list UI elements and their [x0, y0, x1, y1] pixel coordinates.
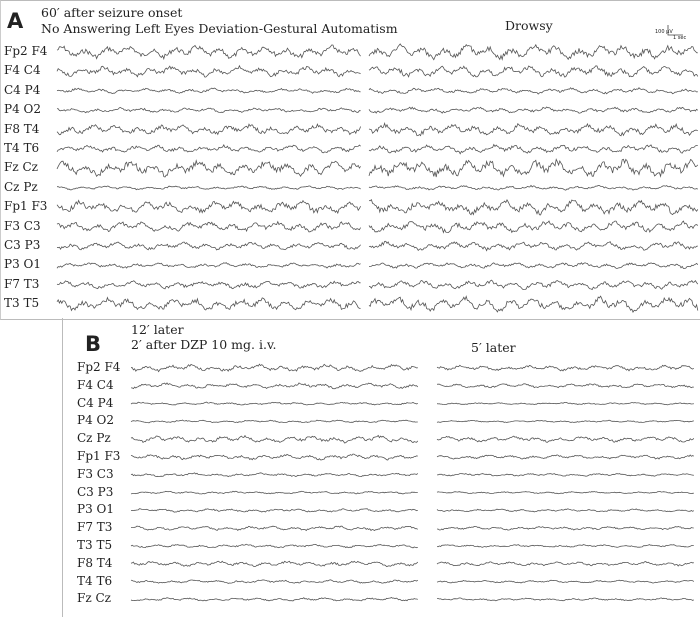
channel-label: C4 P4: [77, 395, 114, 410]
eeg-trace: [131, 435, 418, 443]
panel-b-eeg-traces: [63, 318, 700, 617]
eeg-trace: [131, 580, 418, 584]
eeg-trace: [131, 561, 418, 566]
channel-label: F7 T3: [4, 276, 40, 291]
eeg-trace: [131, 491, 418, 494]
eeg-trace: [437, 526, 694, 530]
panel-b-caption-line2: 2′ after DZP 10 mg. i.v.: [131, 337, 277, 352]
channel-label: Fp2 F4: [77, 360, 121, 374]
eeg-trace: [57, 263, 361, 269]
panel-b-letter: B: [85, 332, 102, 356]
eeg-trace: [369, 280, 698, 290]
scale-time-label: 1 sec: [673, 35, 687, 41]
eeg-trace: [57, 108, 361, 113]
eeg-trace: [131, 509, 418, 513]
scale-amplitude-label: 100 µV: [655, 29, 673, 35]
channel-label: T4 T6: [77, 573, 113, 588]
eeg-trace: [131, 454, 418, 460]
eeg-trace: [437, 420, 694, 422]
eeg-trace: [369, 66, 698, 77]
eeg-trace: [437, 509, 694, 512]
channel-label: P4 O2: [4, 102, 41, 117]
eeg-trace: [437, 436, 694, 442]
channel-label: F3 C3: [4, 218, 41, 233]
eeg-trace: [369, 159, 698, 177]
channel-label: T3 T5: [4, 296, 40, 311]
eeg-trace: [131, 526, 418, 531]
panel-a-right-caption: Drowsy: [505, 18, 553, 33]
channel-label: P3 O1: [4, 257, 41, 272]
panel-a-eeg-traces: [1, 1, 700, 319]
eeg-trace: [131, 420, 418, 423]
channel-label: F7 T3: [77, 520, 113, 535]
eeg-trace: [369, 200, 698, 215]
eeg-trace: [57, 66, 361, 77]
channel-label: C4 P4: [4, 82, 41, 97]
channel-label: F8 T4: [77, 555, 113, 570]
channel-label: Cz Pz: [77, 431, 111, 446]
eeg-trace: [437, 598, 694, 601]
eeg-trace: [57, 222, 361, 232]
panel-b-caption-line1: 12′ later: [131, 322, 184, 337]
eeg-trace: [131, 402, 418, 405]
eeg-trace: [369, 107, 698, 113]
eeg-trace: [131, 383, 418, 389]
eeg-trace: [369, 221, 698, 233]
channel-label: Cz Pz: [4, 179, 38, 194]
eeg-trace: [437, 365, 694, 371]
channel-label: Fz Cz: [77, 591, 111, 606]
eeg-trace: [369, 296, 698, 312]
eeg-trace: [369, 123, 698, 136]
eeg-trace: [437, 403, 694, 405]
eeg-trace: [57, 124, 361, 135]
eeg-trace: [437, 580, 694, 583]
eeg-trace: [131, 364, 418, 371]
panel-a-letter: A: [7, 9, 24, 33]
eeg-trace: [57, 298, 361, 311]
channel-label: Fp2 F4: [4, 44, 48, 58]
eeg-trace: [369, 44, 698, 60]
eeg-trace: [57, 45, 361, 59]
channel-label: Fp1 F3: [4, 199, 48, 214]
channel-label: Fz Cz: [4, 160, 38, 175]
channel-label: F3 C3: [77, 466, 114, 481]
channel-label: F8 T4: [4, 121, 40, 136]
eeg-trace: [437, 562, 694, 566]
eeg-trace: [57, 242, 361, 250]
eeg-trace: [57, 88, 361, 94]
channel-label: C3 P3: [4, 238, 41, 252]
channel-label: F4 C4: [4, 63, 41, 78]
channel-label: C3 P3: [77, 484, 114, 499]
channel-label: P4 O2: [77, 413, 114, 428]
eeg-trace: [131, 544, 418, 548]
panel-b-right-caption: 5′ later: [471, 340, 516, 355]
eeg-trace: [57, 145, 361, 153]
eeg-trace: [57, 201, 361, 214]
eeg-trace: [369, 88, 698, 94]
eeg-trace: [131, 473, 418, 477]
panel-a-caption-line1: 60′ after seizure onset: [41, 5, 183, 20]
eeg-trace: [369, 263, 698, 269]
eeg-trace: [57, 161, 361, 177]
channel-label: Fp1 F3: [77, 449, 121, 463]
eeg-trace: [437, 474, 694, 477]
eeg-trace: [437, 492, 694, 494]
channel-label: T3 T5: [77, 538, 113, 552]
eeg-trace: [369, 185, 698, 190]
channel-label: P3 O1: [77, 502, 114, 517]
panel-a-caption-line2: No Answering Left Eyes Deviation-Gestural Automatism: [41, 21, 398, 36]
eeg-trace: [437, 545, 694, 548]
eeg-trace: [437, 384, 694, 388]
eeg-trace: [57, 186, 361, 190]
eeg-trace: [57, 281, 361, 289]
eeg-trace: [369, 145, 698, 154]
channel-label: T4 T6: [4, 141, 40, 155]
eeg-trace: [131, 598, 418, 601]
channel-label: F4 C4: [77, 377, 114, 392]
eeg-trace: [369, 241, 698, 250]
panel-b: [62, 318, 700, 617]
eeg-trace: [437, 455, 694, 459]
